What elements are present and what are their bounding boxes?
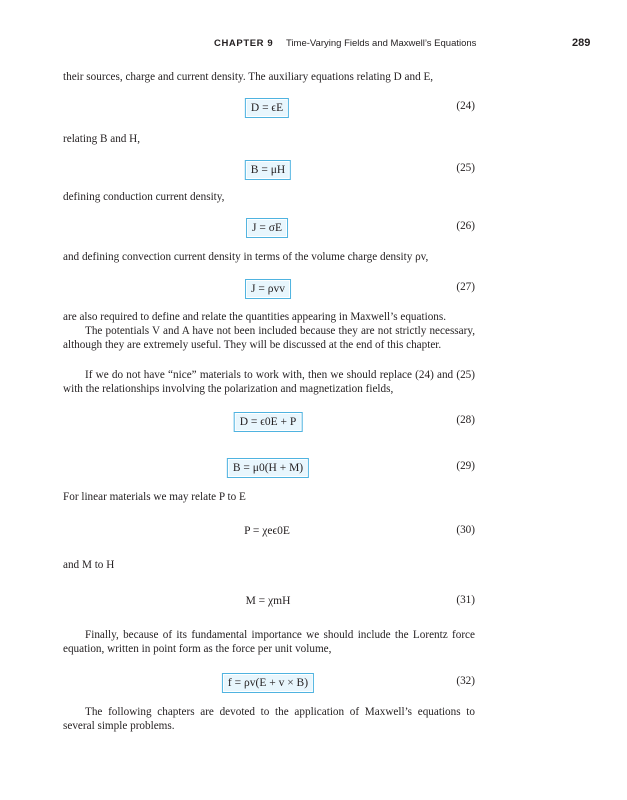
equation-24-body: D = ϵE: [245, 98, 289, 118]
paragraph-3: defining conduction current density,: [63, 191, 225, 203]
equation-25: [63, 160, 475, 180]
equation-25-body: B = μH: [245, 160, 291, 180]
paragraph-7: If we do not have “nice” materials to work with, then we should replace (24) and (25) with the relationships involving the polarization and magnetization fields,: [63, 369, 475, 396]
equation-32-body: f = ρv(E + v × B): [222, 673, 314, 693]
paragraph-10: Finally, because of its fundamental importance we should include the Lorentz force equation, written in point form as the force per unit volume,: [63, 629, 475, 656]
paragraph-5: are also required to define and relate the quantities appearing in Maxwell’s equations.: [63, 311, 447, 323]
chapter-title: Time-Varying Fields and Maxwell’s Equations: [286, 38, 477, 49]
equation-29-body: B = μ0(H + M): [227, 458, 309, 478]
running-header: [0, 36, 627, 52]
equation-30-number: (30): [456, 524, 475, 536]
paragraph-2: relating B and H,: [63, 133, 141, 145]
equation-26-body: J = σE: [246, 218, 288, 238]
equation-26-number: (26): [456, 220, 475, 232]
equation-28: [63, 412, 475, 432]
equation-27: [63, 279, 475, 299]
equation-32: [63, 673, 475, 693]
equation-29: [63, 458, 475, 478]
equation-25-number: (25): [456, 162, 475, 174]
paragraph-4: and defining convection current density in terms of the volume charge density ρv,: [63, 251, 429, 263]
chapter-label: CHAPTER 9: [214, 38, 274, 49]
paragraph-9: and M to H: [63, 559, 115, 571]
equation-27-body: J = ρvv: [245, 279, 291, 299]
equation-30: [63, 522, 475, 542]
equation-28-body: D = ϵ0E + P: [234, 412, 303, 432]
equation-24: [63, 98, 475, 118]
equation-31-body: M = χmH: [245, 595, 291, 607]
equation-31: [63, 592, 475, 612]
equation-30-body: P = χeϵ0E: [244, 525, 290, 537]
paragraph-1: their sources, charge and current density. The auxiliary equations relating D and E,: [63, 71, 434, 83]
equation-32-number: (32): [456, 675, 475, 687]
paragraph-8: For linear materials we may relate P to E: [63, 491, 246, 503]
paragraph-11: The following chapters are devoted to the application of Maxwell’s equations to several simple problems.: [63, 706, 475, 733]
equation-28-number: (28): [456, 414, 475, 426]
page-number: 289: [572, 37, 591, 49]
paragraph-6: The potentials V and A have not been included because they are not strictly necessary, although they are extremely useful. They will be discussed at the end of this chapter.: [63, 325, 475, 352]
equation-29-number: (29): [456, 460, 475, 472]
equation-26: [63, 218, 475, 238]
equation-24-number: (24): [456, 100, 475, 112]
equation-31-number: (31): [456, 594, 475, 606]
equation-27-number: (27): [456, 281, 475, 293]
